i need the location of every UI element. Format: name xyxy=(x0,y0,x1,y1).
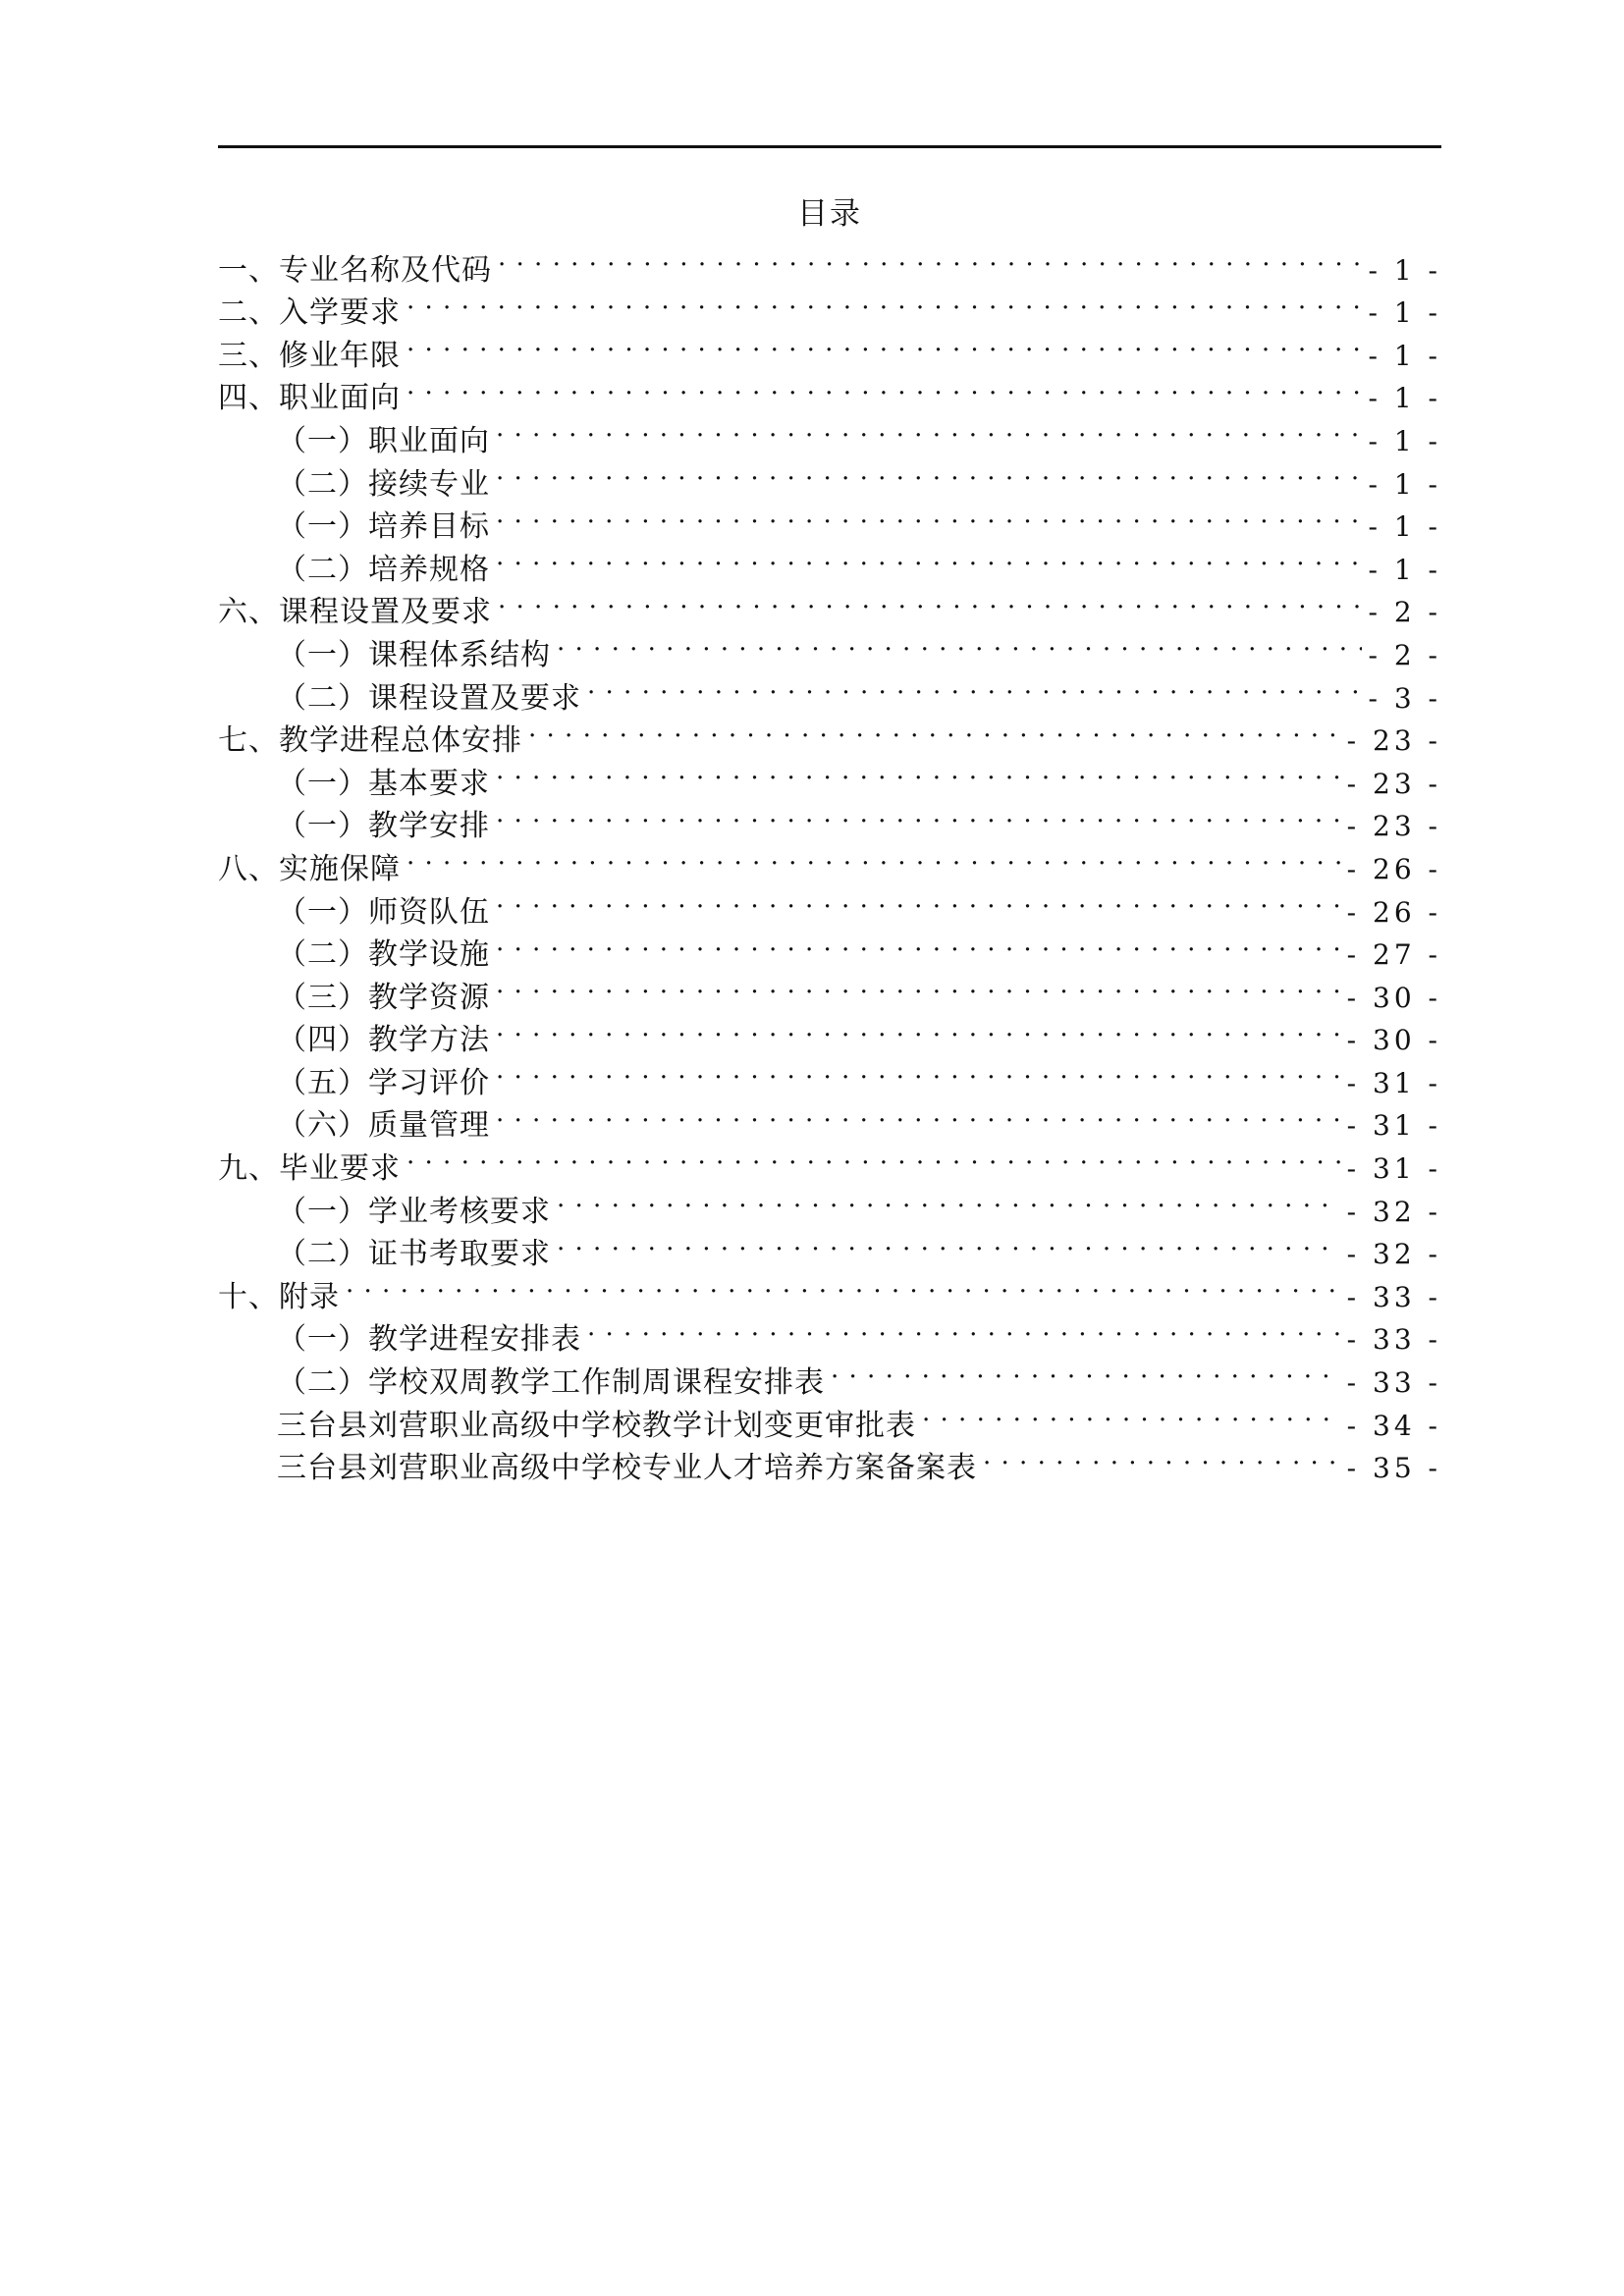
toc-entry-page-number: - 34 - xyxy=(1346,1409,1441,1442)
toc-entry-page-number: - 30 - xyxy=(1346,1024,1441,1057)
toc-dot-leader xyxy=(496,1093,1341,1136)
toc-dot-leader xyxy=(346,1263,1341,1307)
toc-entry-label: （二）接续专业 xyxy=(277,466,490,502)
toc-entry-label: 一、专业名称及代码 xyxy=(218,252,492,288)
toc-dot-leader xyxy=(587,1307,1341,1350)
toc-entry-page-number: - 1 - xyxy=(1368,253,1441,287)
toc-entry-page-number: - 30 - xyxy=(1346,981,1441,1014)
toc-dot-leader xyxy=(496,451,1362,494)
toc-entry-label: 三台县刘营职业高级中学校教学计划变更审批表 xyxy=(277,1408,916,1443)
toc-entry-label: 六、课程设置及要求 xyxy=(218,595,492,630)
toc-dot-leader xyxy=(496,964,1341,1007)
toc-entry-label: （三）教学资源 xyxy=(277,980,490,1015)
toc-entry-page-number: - 31 - xyxy=(1346,1109,1441,1143)
toc-entry-page-number: - 23 - xyxy=(1346,810,1441,843)
toc-entry-label: （六）质量管理 xyxy=(277,1108,490,1144)
toc-entry-label: 四、职业面向 xyxy=(218,381,401,416)
toc-entry-page-number: - 1 - xyxy=(1368,467,1441,501)
toc-entry-page-number: - 3 - xyxy=(1368,681,1441,715)
toc-entry-page-number: - 1 - xyxy=(1368,424,1441,457)
toc-entry-page-number: - 1 - xyxy=(1368,296,1441,330)
toc-entry[interactable] xyxy=(218,365,1441,416)
toc-entry-label: （一）职业面向 xyxy=(277,423,490,458)
toc-entry[interactable] xyxy=(218,1178,1441,1229)
toc-entry-page-number: - 1 - xyxy=(1368,510,1441,544)
toc-entry-page-number: - 1 - xyxy=(1368,382,1441,415)
toc-entry-label: （一）课程体系结构 xyxy=(277,637,551,672)
toc-title: 目录 xyxy=(797,196,862,232)
toc-entry-label: （二）证书考取要求 xyxy=(277,1237,551,1272)
toc-entry-page-number: - 33 - xyxy=(1346,1280,1441,1313)
toc-entry-page-number: - 2 - xyxy=(1368,596,1441,629)
toc-entry-label: 三台县刘营职业高级中学校专业人才培养方案备案表 xyxy=(277,1451,977,1486)
toc-entry-label: （一）基本要求 xyxy=(277,766,490,801)
toc-entry-label: （一）培养目标 xyxy=(277,509,490,545)
toc-dot-leader xyxy=(587,665,1362,708)
toc-entry-page-number: - 31 - xyxy=(1346,1152,1441,1186)
toc-dot-leader xyxy=(496,1049,1341,1093)
toc-entry-label: 二、入学要求 xyxy=(218,295,401,331)
toc-entry-page-number: - 31 - xyxy=(1346,1066,1441,1099)
toc-dot-leader xyxy=(496,793,1341,836)
toc-dot-leader xyxy=(496,494,1362,537)
toc-entry-label: （一）教学安排 xyxy=(277,809,490,844)
toc-entry-label: 十、附录 xyxy=(218,1279,340,1314)
toc-entry-label: （二）教学设施 xyxy=(277,937,490,973)
toc-entry-page-number: - 26 - xyxy=(1346,852,1441,885)
toc-dot-leader xyxy=(496,1007,1341,1050)
toc-entry-label: （四）教学方法 xyxy=(277,1023,490,1058)
toc-dot-leader xyxy=(831,1349,1341,1392)
toc-entry[interactable] xyxy=(218,237,1441,288)
toc-entry-label: （一）教学进程安排表 xyxy=(277,1322,581,1358)
toc-entry[interactable] xyxy=(218,1263,1441,1314)
toc-entry[interactable] xyxy=(218,322,1441,373)
toc-entry-page-number: - 23 - xyxy=(1346,724,1441,758)
toc-entry-page-number: - 27 - xyxy=(1346,938,1441,972)
toc-entry-page-number: - 32 - xyxy=(1346,1238,1441,1271)
toc-dot-leader xyxy=(496,922,1341,965)
toc-dot-leader xyxy=(406,835,1341,879)
table-of-contents xyxy=(218,237,1441,1486)
toc-entry-label: （二）培养规格 xyxy=(277,552,490,587)
toc-entry-label: 七、教学进程总体安排 xyxy=(218,723,522,759)
toc-entry-label: 九、毕业要求 xyxy=(218,1151,401,1187)
toc-entry[interactable] xyxy=(218,1307,1441,1358)
toc-entry-page-number: - 33 - xyxy=(1346,1366,1441,1400)
toc-dot-leader xyxy=(496,750,1341,793)
toc-entry-page-number: - 35 - xyxy=(1346,1452,1441,1485)
header-rule xyxy=(218,145,1441,148)
toc-dot-leader xyxy=(496,536,1362,579)
toc-entry-label: （五）学习评价 xyxy=(277,1065,490,1100)
toc-dot-leader xyxy=(557,621,1362,665)
toc-dot-leader xyxy=(557,1178,1341,1221)
toc-dot-leader xyxy=(406,322,1362,365)
toc-entry-page-number: - 33 - xyxy=(1346,1323,1441,1357)
toc-entry-page-number: - 1 - xyxy=(1368,553,1441,586)
toc-dot-leader xyxy=(406,280,1362,323)
toc-entry-page-number: - 23 - xyxy=(1346,767,1441,800)
toc-entry-label: 八、实施保障 xyxy=(218,851,401,886)
toc-entry-page-number: - 1 - xyxy=(1368,339,1441,372)
toc-dot-leader xyxy=(498,579,1362,622)
toc-entry-page-number: - 26 - xyxy=(1346,895,1441,929)
toc-dot-leader xyxy=(557,1221,1341,1264)
toc-dot-leader xyxy=(983,1435,1341,1478)
toc-entry[interactable] xyxy=(218,407,1441,458)
toc-entry-page-number: - 2 - xyxy=(1368,638,1441,671)
toc-dot-leader xyxy=(922,1392,1341,1435)
toc-dot-leader xyxy=(496,407,1362,451)
toc-entry-page-number: - 32 - xyxy=(1346,1195,1441,1228)
toc-entry[interactable] xyxy=(218,879,1441,930)
toc-entry-label: （二）学校双周教学工作制周课程安排表 xyxy=(277,1365,825,1401)
toc-entry-label: 三、修业年限 xyxy=(218,338,401,373)
toc-entry-label: （一）师资队伍 xyxy=(277,894,490,930)
toc-dot-leader xyxy=(406,1135,1341,1178)
toc-entry-label: （一）学业考核要求 xyxy=(277,1194,551,1229)
toc-dot-leader xyxy=(498,237,1362,280)
toc-entry-label: （二）课程设置及要求 xyxy=(277,680,581,716)
toc-dot-leader xyxy=(406,365,1362,408)
toc-dot-leader xyxy=(528,708,1341,751)
toc-dot-leader xyxy=(496,879,1341,922)
